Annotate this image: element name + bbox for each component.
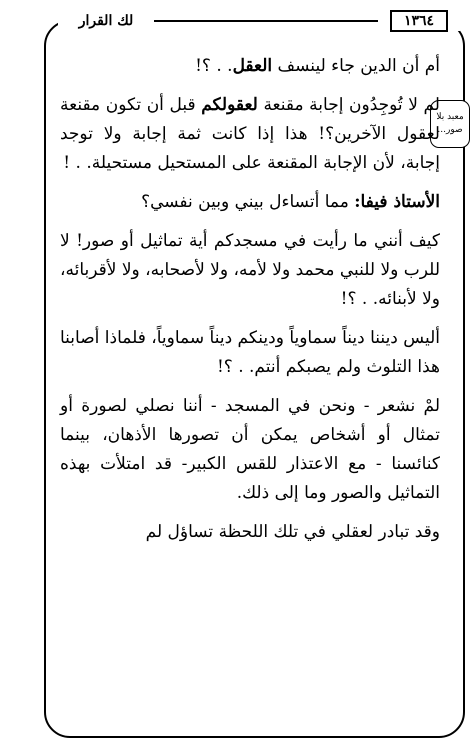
- speaker-text: مما أتساءل بيني وبين نفسي؟: [141, 192, 355, 212]
- paragraph-5: أليس ديننا ديناً سماوياً ودينكم ديناً سماوياً، فلماذا أصابنا هذا التلوث ولم يصبكم أنتم. . ؟!: [60, 328, 440, 377]
- running-title: لك القرار: [78, 13, 134, 29]
- page-number-header: [378, 11, 460, 31]
- paragraph-1-text-end: . . ؟!: [195, 56, 233, 76]
- page-body: [60, 52, 440, 557]
- speaker-name: الأستاذ فيفا:: [354, 192, 440, 212]
- paragraph-7: وقد تبادر لعقلي في تلك اللحظة تساؤل لم: [145, 522, 440, 542]
- paragraph-2: [60, 91, 440, 178]
- paragraph-1-text-start: أم أن الدين جاء لينسف: [272, 56, 440, 76]
- paragraph-2-text-start: لم لا تُوجِدُون إجابة مقنعة: [257, 95, 440, 115]
- paragraph-4: كيف أنني ما رأيت في مسجدكم أية تماثيل أو صور! لا للرب ولا للنبي محمد ولا لأمه، ولا لأصحابه، ولا لأقربائه، ولا لأبنائه. . ؟!: [60, 231, 440, 309]
- paragraph-1-emphasis: العقل: [232, 56, 273, 76]
- margin-note-line-2: صور...: [437, 125, 463, 135]
- margin-note-line-1: معبد بلا: [436, 112, 464, 122]
- paragraph-2-emphasis: لعقولكم: [201, 95, 258, 115]
- paragraph-2-text-end: قبل أن تكون مقنعة لعقول الآخرين؟! هذا إذا كانت ثمة إجابة ولا توجد إجابة، لأن الإجابة المقنعة على المستحيل مستحيلة. . !: [60, 95, 440, 173]
- paragraph-6: لمْ نشعر - ونحن في المسجد - أننا نصلي لصورة أو تمثال أو أشخاص يمكن أن تصورها الأذهان، بينما كنائسنا - مع الاعتذار للقس الكبير- قد امتلأت بهذه التماثيل والصور وما إلى ذلك.: [60, 396, 440, 503]
- paragraph-3: [60, 188, 440, 217]
- paragraph-1: [60, 52, 440, 81]
- running-header: [58, 11, 154, 31]
- page-number: ١٣٦٤: [390, 10, 448, 32]
